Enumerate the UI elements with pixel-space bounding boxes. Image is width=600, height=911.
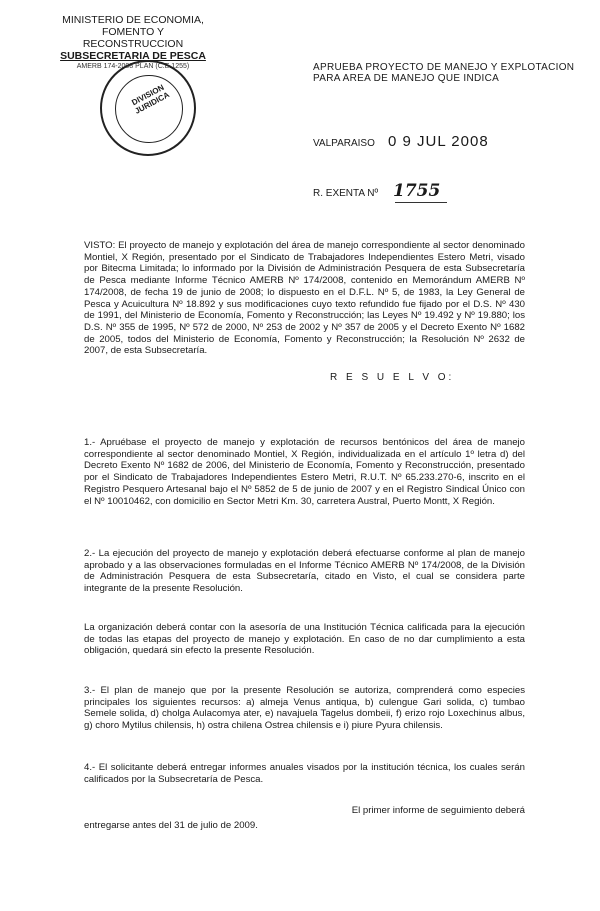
exenta-number: 1755 [393, 181, 441, 201]
ministry-line1: MINISTERIO DE ECONOMIA, [62, 14, 204, 26]
subsecretaria-line: SUBSECRETARIA DE PESCA [60, 50, 206, 62]
document-title: APRUEBA PROYECTO DE MANEJO Y EXPLOTACION PARA AREA DE MANEJO QUE INDICA [313, 62, 575, 84]
article-4-report-line2: entregarse antes del 31 de julio de 2009. [84, 820, 258, 831]
exenta-label: R. EXENTA Nº [313, 188, 379, 199]
article-2-advisory: La organización deberá contar con la asesoría de una Institución Técnica calificada para la ejecución de todas las etapas del proyecto de manejo y explotación. En caso de no dar cumplimiento a esta obligación, quedará sin efecto la presente Resolución. [84, 622, 525, 657]
date-stamp: 0 9 JUL 2008 [388, 133, 489, 150]
ministry-line2: FOMENTO Y RECONSTRUCCION [82, 26, 184, 50]
document-code: AMERB 174-2008 PLAN (C.E.1255) [76, 63, 190, 70]
article-1: 1.- Apruébase el proyecto de manejo y explotación de recursos bentónicos del área de manejo correspondiente al sector denominado Montiel, X Región, individualizada en el artículo 1º letra d) del Decreto Exento Nº 1682 de 2006, del Ministerio de Economía, Fomento y Reconstrucción, presentado por el Sindicato de Trabajadores Independientes Estero Metri, R.U.T. Nº 65.233.270-6, inscrito en el Registro Pesquero Artesanal bajo el Nº 5852 de 5 de junio de 2007 y en el Registro Sindical Único con el Nº 10010462, con domicilio en Sector Metri Km. 30, carretera Austral, Puerto Montt, X Región. [84, 437, 525, 507]
article-4-report-line1: El primer informe de seguimiento deberá [351, 805, 525, 816]
vistos-paragraph: VISTO: El proyecto de manejo y explotación del área de manejo correspondiente al sector denominado Montiel, X Región, presentado por el Sindicato de Trabajadores Independientes Estero Metri, visado por Bitecma Limitada; lo informado por la División de Administración Pesquera de esta Subsecretaría de Pesca mediante Informe Técnico AMERB Nº 174/2008, contenido en Memorándum AMERB Nº 174/2008, de fecha 19 de junio de 2008; lo dispuesto en el D.F.L. Nº 5, de 1983, la Ley General de Pesca y Acuicultura Nº 18.892 y sus modificaciones cuyo texto refundido fue fijado por el D.S. Nº 430 de 1991, del Ministerio de Economía, Fomento y Reconstrucción; las Leyes Nº 19.492 y Nº 19.880; los D.S. Nº 355 de 1995, Nº 572 de 2000, Nº 253 de 2002 y Nº 357 de 2005 y el Decreto Exento Nº 1682 de 2005, todos del Ministerio de Economía, Fomento y Reconstrucción; la Resolución Nº 2632 de 2007, de esta Subsecretaría. [84, 240, 525, 357]
number-underline [395, 202, 447, 203]
article-3: 3.- El plan de manejo que por la presente Resolución se autoriza, comprenderá como especies principales los siguientes recursos: a) almeja Venus antiqua, b) culengue Gari solida, c) tumbao Semele solida, d) cholga Aulacomya ater, e) navajuela Tagelus dombeii, f) erizo rojo Loxechinus albus, g) choro Mytilus chilensis, h) ostra chilena Ostrea chilensis e i) piure Pyura chilensis. [84, 685, 525, 732]
article-2: 2.- La ejecución del proyecto de manejo y explotación deberá efectuarse conforme al plan de manejo aprobado y a las observaciones formuladas en el Informe Técnico AMERB Nº 174/2008, de la División de Administración Pesquera de esta Subsecretaría, citado en Visto, el cual se considera parte integrante de la presente Resolución. [84, 548, 525, 595]
stamp-text: DIVISION JURIDICA [130, 82, 171, 116]
division-juridica-stamp [100, 60, 196, 156]
resuelvo-heading: R E S U E L V O: [330, 372, 455, 383]
article-4: 4.- El solicitante deberá entregar informes anuales visados por la institución técnica, los cuales serán calificados por la Subsecretaría de Pesca. [84, 762, 525, 785]
place: VALPARAISO [313, 138, 375, 149]
